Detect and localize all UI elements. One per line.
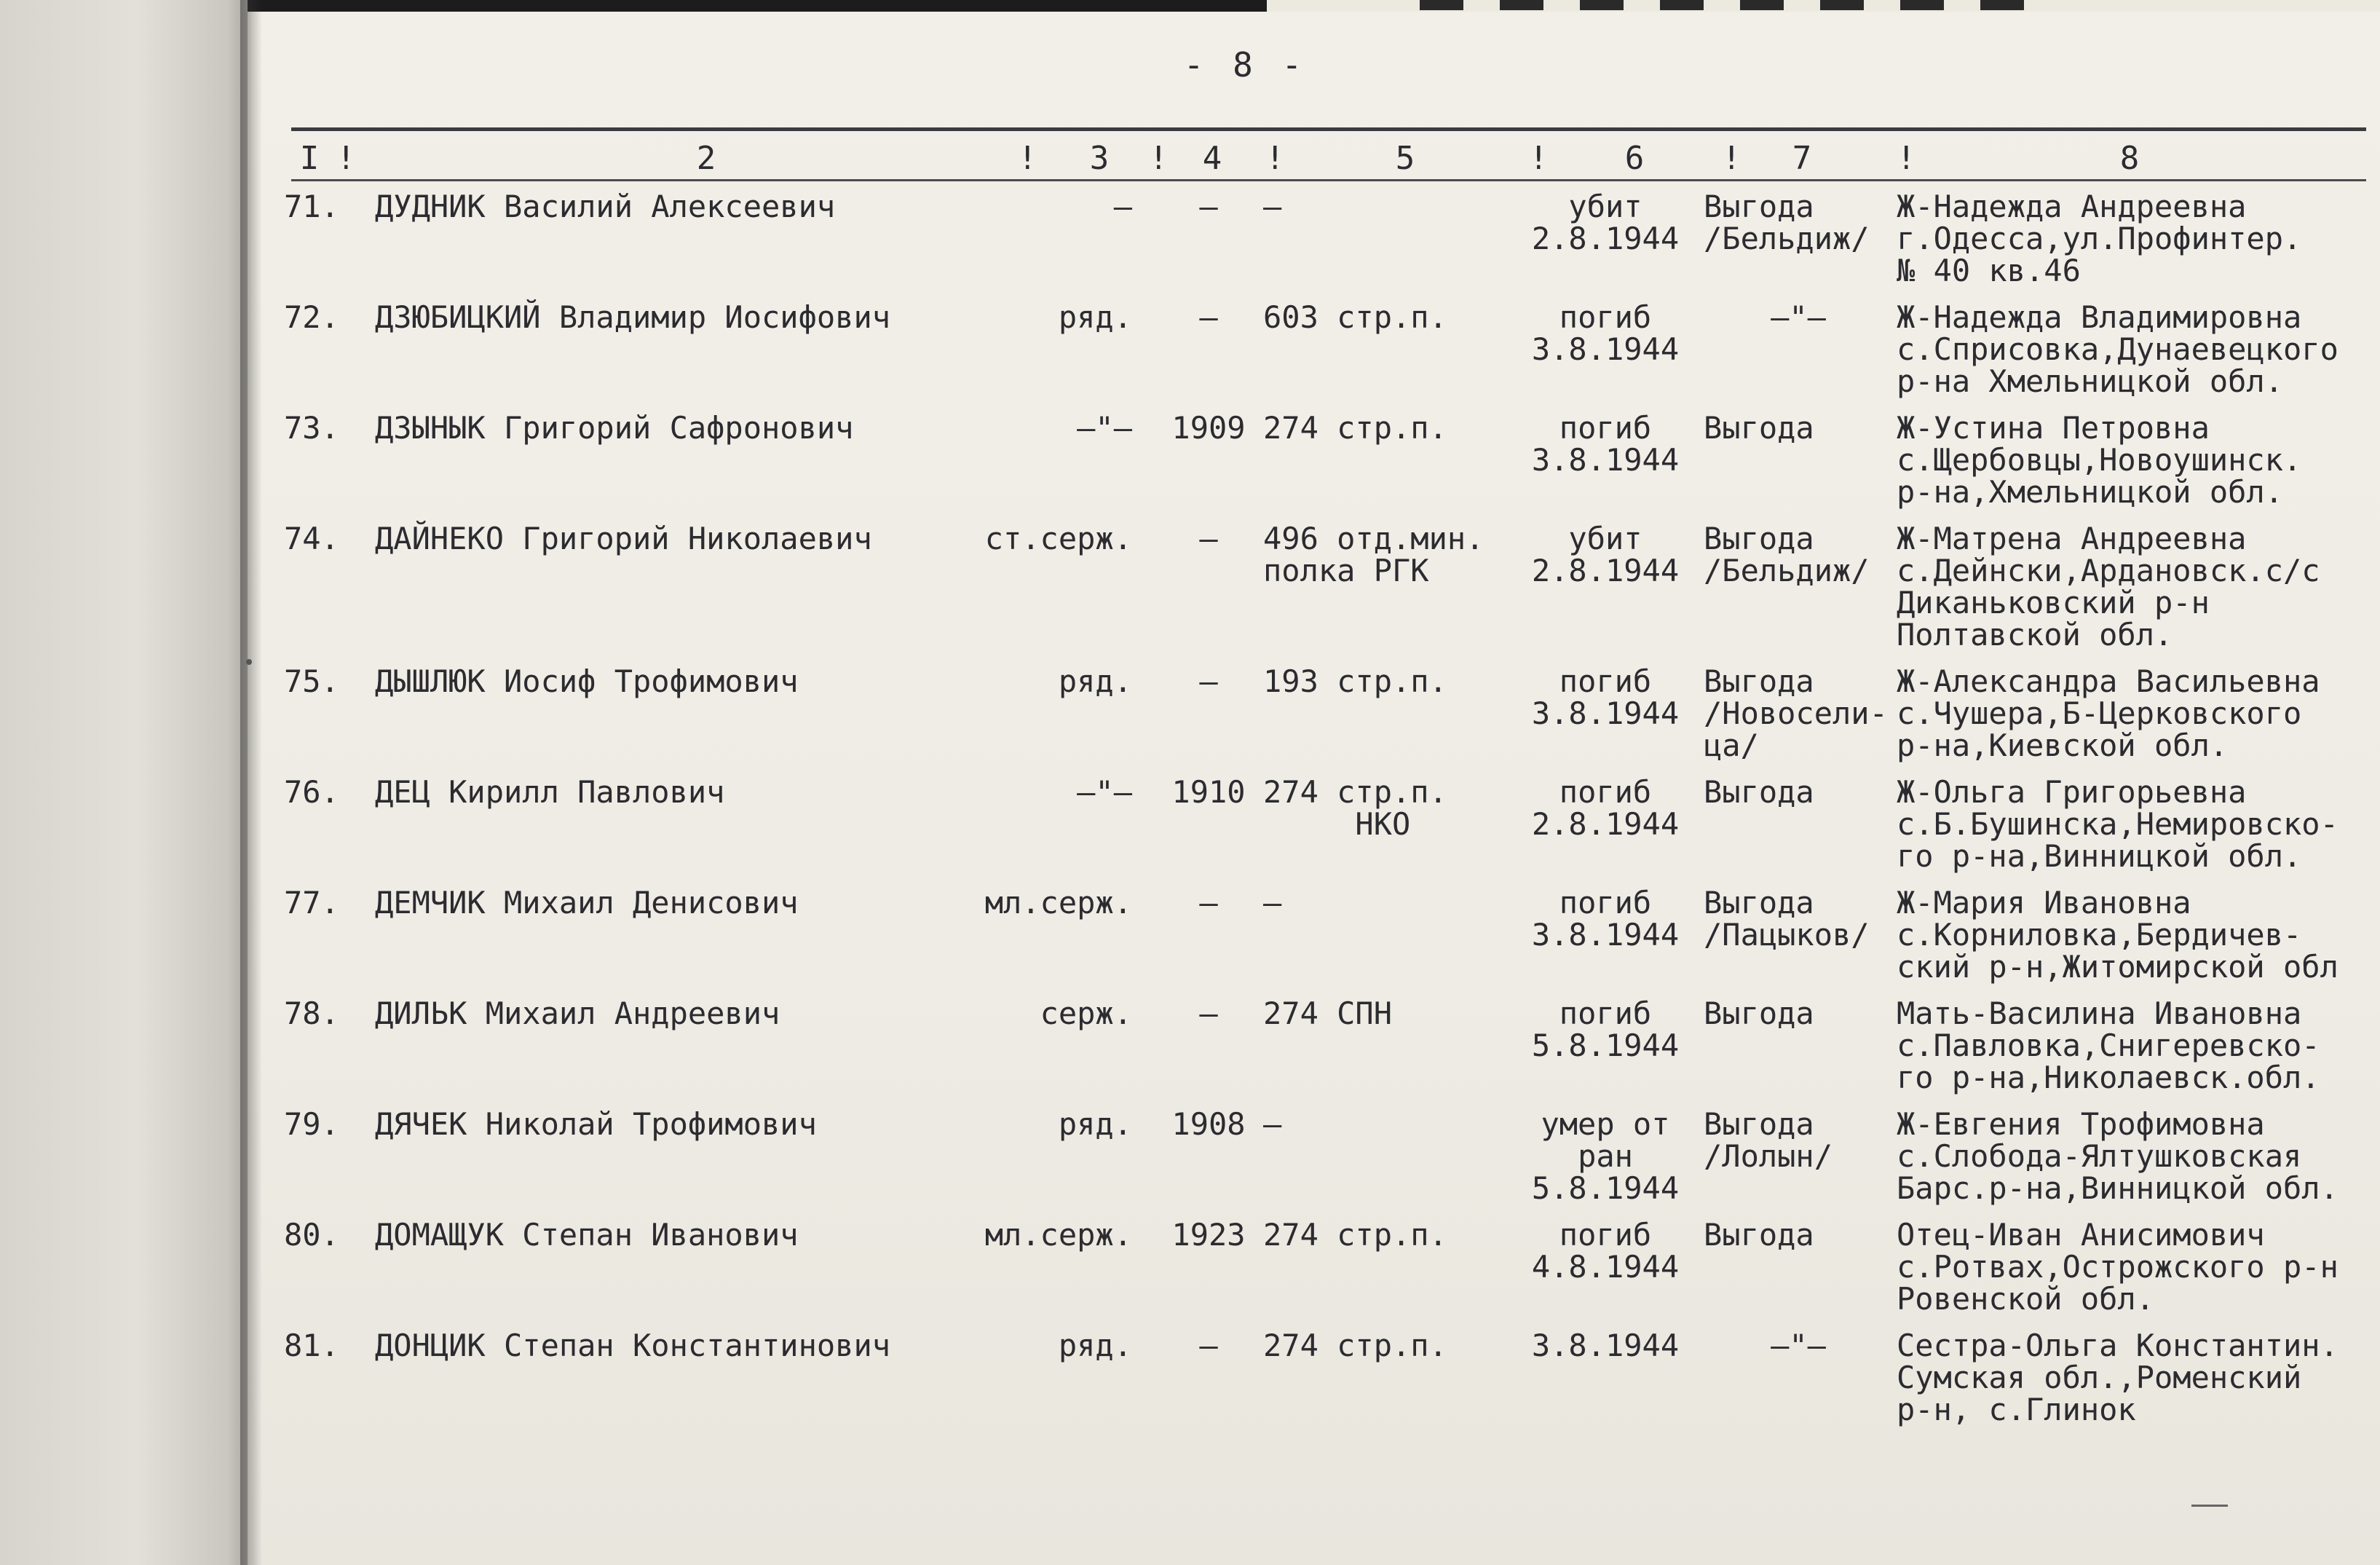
table-row (0, 663, 2380, 776)
row-number: 81. (284, 1328, 339, 1363)
birth-year: – (1199, 299, 1218, 335)
military-rank: ряд. (1058, 663, 1132, 699)
military-unit: 274 стр.п. (1263, 1217, 1447, 1253)
fate-date: погиб 3.8.1944 (1531, 663, 1680, 731)
header-col-2: 2 (696, 140, 716, 177)
birth-year: – (1199, 1328, 1218, 1363)
birth-year: – (1199, 521, 1218, 556)
fate-date: погиб 2.8.1944 (1531, 774, 1680, 842)
row-number: 75. (284, 663, 339, 699)
header-separator: ! (1897, 140, 1916, 177)
table-row (0, 998, 2380, 1108)
military-rank: ряд. (1058, 299, 1132, 335)
table-body (0, 191, 2380, 1473)
fate-date: убит 2.8.1944 (1531, 189, 1680, 256)
person-name: ДЕМЧИК Михаил Денисович (375, 885, 799, 921)
military-rank: мл.серж. (984, 1217, 1132, 1253)
birth-year: – (1199, 663, 1218, 699)
person-name: ДЗЮБИЦКИЙ Владимир Иосифович (375, 299, 891, 335)
table-row (0, 1330, 2380, 1440)
next-of-kin: Ж-Мария Ивановна с.Корниловка,Бердичев- ский р-н,Житомирской обл (1897, 885, 2339, 985)
burial-place: Выгода /Бельдиж/ (1704, 189, 1870, 256)
table-row (0, 301, 2380, 412)
row-number: 76. (284, 774, 339, 810)
header-separator: ! (1018, 140, 1037, 177)
table-row (0, 412, 2380, 523)
header-col-4: 4 (1202, 140, 1222, 177)
burial-place: Выгода (1704, 1217, 1814, 1253)
burial-place: Выгода /Бельдиж/ (1704, 521, 1870, 588)
next-of-kin: Мать-Василина Ивановна с.Павловка,Снигеревско- го р-на,Николаевск.обл. (1897, 996, 2320, 1095)
military-unit: 274 стр.п. (1263, 1328, 1447, 1363)
header-separator: ! (1265, 140, 1285, 177)
military-unit: 274 СПН (1263, 996, 1393, 1031)
military-rank: –"– (1077, 410, 1132, 446)
military-unit: 274 стр.п. НКО (1263, 774, 1447, 842)
table-row (0, 887, 2380, 998)
page-number: - 8 - (1183, 45, 1307, 84)
birth-year: 1908 (1171, 1106, 1246, 1142)
burial-place: Выгода (1704, 410, 1814, 446)
fate-date: погиб 4.8.1944 (1531, 1217, 1680, 1285)
fate-date: 3.8.1944 (1531, 1328, 1680, 1363)
military-rank: ряд. (1058, 1106, 1132, 1142)
fate-date: погиб 5.8.1944 (1531, 996, 1680, 1063)
burial-place: Выгода (1704, 996, 1814, 1031)
header-col-5: 5 (1395, 140, 1415, 177)
military-rank: –"– (1077, 774, 1132, 810)
birth-year: – (1199, 885, 1218, 921)
corner-mark (2191, 1505, 2228, 1507)
burial-place: Выгода /Пацыков/ (1704, 885, 1870, 953)
military-unit: 274 стр.п. (1263, 410, 1447, 446)
burial-place: Выгода /Новосели- ца/ (1704, 663, 1888, 763)
table-row (0, 1108, 2380, 1219)
birth-year: 1909 (1171, 410, 1246, 446)
header-col-6: 6 (1624, 140, 1645, 177)
next-of-kin: Ж-Надежда Андреевна г.Одесса,ул.Профинтер. № 40 кв.46 (1897, 189, 2302, 288)
birth-year: 1910 (1171, 774, 1246, 810)
row-number: 79. (284, 1106, 339, 1142)
header-col-3: 3 (1089, 140, 1110, 177)
burial-place: –"– (1771, 1328, 1826, 1363)
fate-date: убит 2.8.1944 (1531, 521, 1680, 588)
next-of-kin: Ж-Евгения Трофимовна с.Слобода-Ялтушковская Барс.р-на,Винницкой обл. (1897, 1106, 2339, 1206)
table-row (0, 776, 2380, 887)
military-rank: мл.серж. (984, 885, 1132, 921)
next-of-kin: Сестра-Ольга Константин. Сумская обл.,Роменский р-н, с.Глинок (1897, 1328, 2339, 1427)
birth-year: 1923 (1171, 1217, 1246, 1253)
row-number: 78. (284, 996, 339, 1031)
top-edge-strip (248, 0, 1267, 12)
birth-year: – (1199, 996, 1218, 1031)
table-top-rule (291, 127, 2366, 131)
military-unit: – (1263, 885, 1282, 921)
top-edge-typed-remnant (1420, 0, 2039, 10)
next-of-kin: Отец-Иван Анисимович с.Ротвах,Острожского р-н Ровенской обл. (1897, 1217, 2339, 1317)
header-col-1: I (299, 140, 320, 177)
next-of-kin: Ж-Матрена Андреевна с.Дейнски,Ардановск.с/с Диканьковский р-н Полтавской обл. (1897, 521, 2320, 653)
military-rank: серж. (1040, 996, 1132, 1031)
table-row (0, 191, 2380, 301)
header-separator: ! (1149, 140, 1169, 177)
person-name: ДАЙНЕКО Григорий Николаевич (375, 521, 872, 556)
military-unit: 496 отд.мин. полка РГК (1263, 521, 1484, 588)
person-name: ДЗЫНЫК Григорий Сафронович (375, 410, 854, 446)
military-rank: ряд. (1058, 1328, 1132, 1363)
next-of-kin: Ж-Устина Петровна с.Щербовцы,Новоушинск. р-на,Хмельницкой обл. (1897, 410, 2302, 510)
military-unit: 193 стр.п. (1263, 663, 1447, 699)
military-unit: 603 стр.п. (1263, 299, 1447, 335)
military-unit: – (1263, 1106, 1282, 1142)
table-row (0, 1219, 2380, 1330)
person-name: ДОМАЩУК Степан Иванович (375, 1217, 799, 1253)
row-number: 77. (284, 885, 339, 921)
row-number: 80. (284, 1217, 339, 1253)
person-name: ДИЛЬК Михаил Андреевич (375, 996, 780, 1031)
fate-date: погиб 3.8.1944 (1531, 299, 1680, 367)
person-name: ДОНЦИК Степан Константинович (375, 1328, 891, 1363)
header-underline (291, 179, 2366, 181)
row-number: 74. (284, 521, 339, 556)
row-number: 72. (284, 299, 339, 335)
header-separator: ! (336, 140, 356, 177)
next-of-kin: Ж-Ольга Григорьевна с.Б.Бушинска,Немировско- го р-на,Винницкой обл. (1897, 774, 2339, 874)
burial-place: Выгода /Лолын/ (1704, 1106, 1833, 1174)
military-rank: ст.серж. (984, 521, 1132, 556)
row-number: 73. (284, 410, 339, 446)
next-of-kin: Ж-Надежда Владимировна с.Сприсовка,Дунаевецкого р-на Хмельницкой обл. (1897, 299, 2339, 399)
birth-year: – (1199, 189, 1218, 224)
fate-date: погиб 3.8.1944 (1531, 410, 1680, 478)
person-name: ДЕЦ Кирилл Павлович (375, 774, 725, 810)
burial-place: –"– (1771, 299, 1826, 335)
person-name: ДЯЧЕК Николай Трофимович (375, 1106, 817, 1142)
military-unit: – (1263, 189, 1282, 224)
table-header (0, 140, 2380, 181)
person-name: ДУДНИК Василий Алексеевич (375, 189, 836, 224)
fate-date: погиб 3.8.1944 (1531, 885, 1680, 953)
header-separator: ! (1722, 140, 1741, 177)
table-row (0, 523, 2380, 666)
row-number: 71. (284, 189, 339, 224)
person-name: ДЫШЛЮК Иосиф Трофимович (375, 663, 799, 699)
burial-place: Выгода (1704, 774, 1814, 810)
next-of-kin: Ж-Александра Васильевна с.Чушера,Б-Церковского р-на,Киевской обл. (1897, 663, 2320, 763)
fate-date: умер от ран 5.8.1944 (1531, 1106, 1680, 1206)
military-rank: – (1113, 189, 1132, 224)
header-separator: ! (1529, 140, 1549, 177)
header-col-7: 7 (1792, 140, 1812, 177)
header-col-8: 8 (2119, 140, 2140, 177)
